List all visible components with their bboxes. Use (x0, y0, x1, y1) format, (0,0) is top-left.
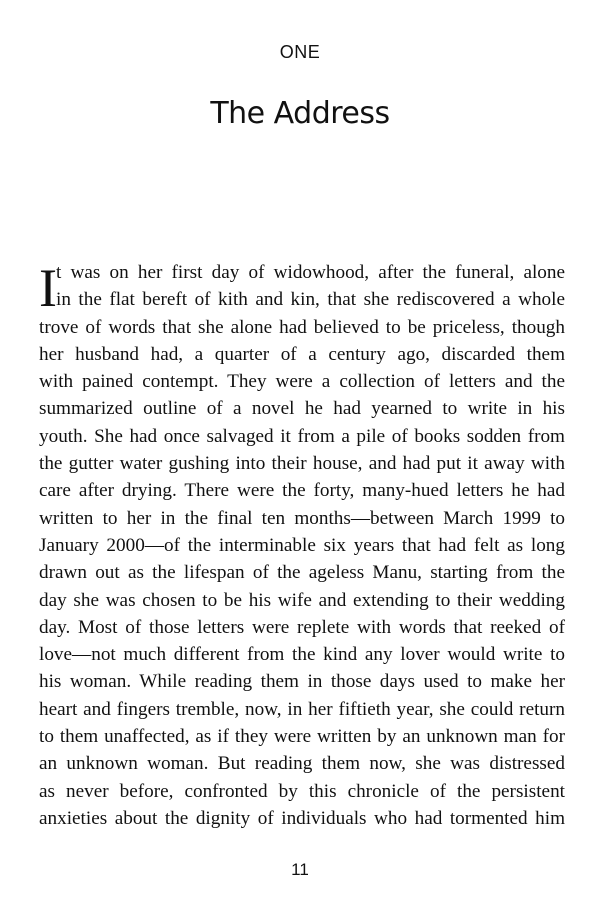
text-line: to them unaffected, as if they were written by an unknown man for (39, 726, 565, 748)
text-line: an unknown woman. But reading them now, she was distressed (39, 753, 565, 775)
text-line: day she was chosen to be his wife and extending to their wedding (39, 589, 565, 611)
text-line: love—not much different from the kind any lover would write to (39, 644, 565, 666)
text-line: care after drying. There were the forty, many-hued letters he had (39, 480, 565, 502)
text-line: trove of words that she alone had believed to be priceless, though (39, 316, 565, 338)
text-line: written to her in the final ten months—between March 1999 to (39, 507, 565, 529)
text-line: her husband had, a quarter of a century ago, discarded them (39, 343, 565, 365)
text-line: January 2000—of the interminable six years that had felt as long (39, 534, 565, 556)
text-line: with pained contempt. They were a collection of letters and the (39, 371, 565, 393)
text-line: his woman. While reading them in those days used to make her (39, 671, 565, 693)
text-line: anxieties about the dignity of individuals who had tormented him (39, 807, 565, 829)
chapter-label: ONE (279, 42, 321, 62)
text-line: in the flat bereft of kith and kin, that she rediscovered a whole (56, 289, 565, 311)
text-line: t was on her first day of widowhood, after the funeral, alone (56, 262, 565, 283)
text-line: as never before, confronted by this chronicle of the persistent (39, 780, 565, 802)
drop-cap: I (39, 258, 57, 318)
text-line: the gutter water gushing into their house, and had put it away with (39, 453, 565, 475)
page-number: 11 (291, 860, 309, 879)
text-line: day. Most of those letters were replete with words that reeked of (39, 616, 565, 638)
chapter-title: The Address (210, 96, 390, 131)
text-line: heart and fingers tremble, now, in her fiftieth year, she could return (39, 698, 565, 720)
body-text (39, 259, 565, 832)
text-line: drawn out as the lifespan of the ageless Manu, starting from the (39, 562, 565, 584)
text-line: summarized outline of a novel he had yearned to write in his (39, 398, 565, 420)
text-line: youth. She had once salvaged it from a pile of books sodden from (39, 425, 565, 447)
